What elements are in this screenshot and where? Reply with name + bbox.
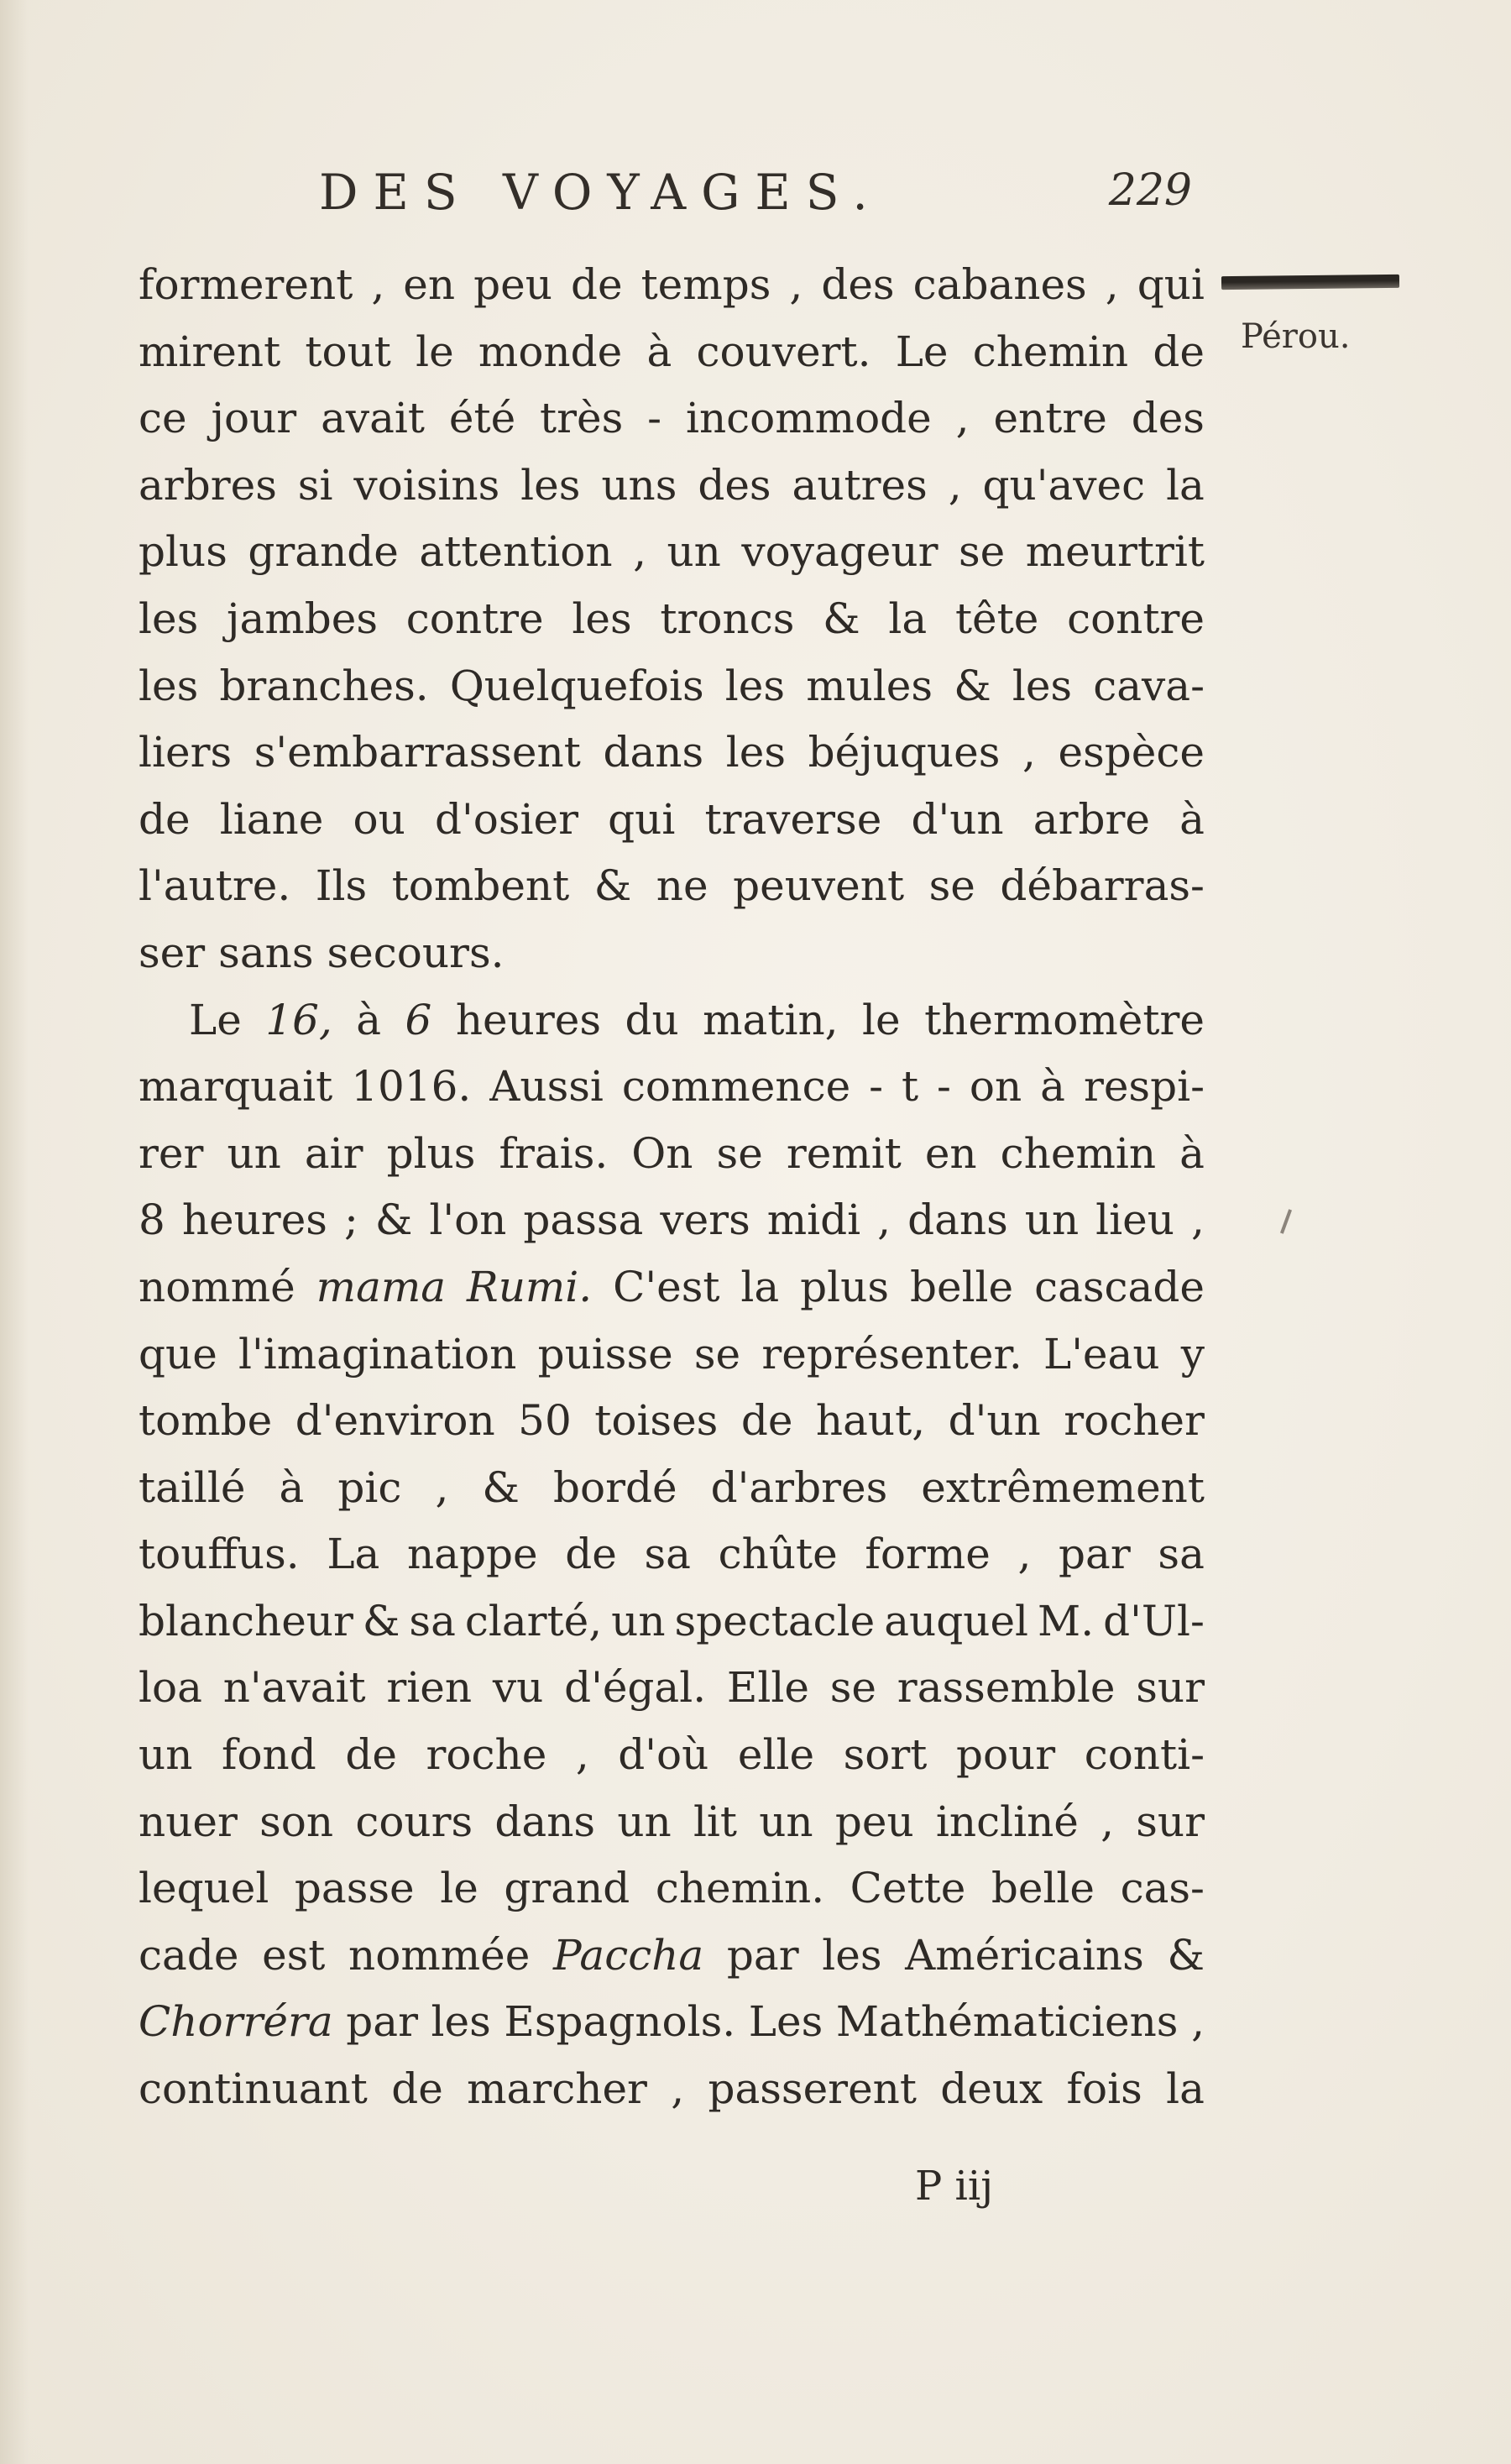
text-word: forme (865, 1530, 991, 1579)
text-word: n'avait (222, 1663, 366, 1713)
signature-mark: P iij (915, 2163, 994, 2210)
text-word: qui (1137, 260, 1205, 309)
text-line (139, 1923, 1205, 1990)
text-word: Mathématiciens (835, 1997, 1179, 2047)
text-line (139, 385, 1205, 453)
text-word: Paccha (553, 1930, 704, 1980)
text-word: 50 (518, 1396, 572, 1446)
text-word: si (297, 460, 333, 510)
text-word: ou (353, 794, 405, 844)
text-word: - (937, 1062, 951, 1112)
text-word: de (740, 1396, 793, 1446)
text-word: branches. (219, 661, 429, 710)
text-word: dans (494, 1797, 596, 1846)
text-word: y (1180, 1329, 1205, 1378)
text-word: rien (386, 1663, 473, 1713)
text-word: fois (1066, 2064, 1142, 2114)
text-word: marcher (467, 2064, 647, 2114)
text-line (139, 1187, 1205, 1254)
text-word: passe (294, 1864, 415, 1913)
text-word: sa (644, 1530, 691, 1579)
text-word: & (954, 661, 991, 710)
text-word: & (593, 861, 632, 911)
text-word: respi- (1083, 1062, 1205, 1112)
text-word: un (1024, 1195, 1080, 1245)
text-word: espèce (1058, 728, 1205, 777)
text-word: cours (355, 1797, 473, 1846)
text-word: été (448, 394, 516, 443)
text-word: chûte (718, 1530, 838, 1579)
text-word: belle (909, 1262, 1014, 1311)
running-title: DES VOYAGES. (319, 164, 883, 221)
text-word: , (1101, 1797, 1114, 1846)
page-header (319, 164, 1192, 231)
page-number: 229 (1108, 165, 1192, 216)
text-word: Chorréra (139, 1997, 333, 2047)
text-word: marquait (139, 1062, 333, 1112)
text-word: se (716, 1128, 763, 1178)
text-word: belle (991, 1864, 1095, 1913)
text-word: Espagnols. (504, 1997, 736, 2047)
text-word: contre (405, 594, 544, 643)
text-word: remit (786, 1128, 902, 1178)
text-word: Les (748, 1997, 823, 2047)
text-word: arbres (139, 460, 277, 510)
text-word: jour (211, 394, 297, 443)
text-word: la (1166, 460, 1205, 510)
text-word: , (1105, 260, 1119, 309)
text-word: plus (386, 1128, 476, 1178)
text-word: , (955, 394, 970, 443)
text-word: Ils (315, 861, 368, 911)
stray-ink-mark (1280, 1209, 1292, 1234)
text-word: tout (305, 327, 391, 376)
text-word: deux (940, 2064, 1043, 2114)
text-word: en (403, 260, 456, 309)
text-word: débarras- (1000, 861, 1205, 911)
text-word: nommé (139, 1262, 295, 1311)
text-word: , (1022, 728, 1036, 777)
text-word: qu'avec (982, 460, 1146, 510)
text-word: les (139, 661, 199, 710)
text-word: rocher (1064, 1396, 1205, 1446)
text-word: , (1190, 1195, 1205, 1245)
text-word: les (520, 460, 581, 510)
text-word: rassemble (897, 1663, 1116, 1713)
text-word: conti- (1084, 1730, 1205, 1780)
text-word: un (617, 1797, 672, 1846)
text-word: grand (504, 1864, 630, 1913)
text-line (139, 987, 1205, 1054)
text-word: mirent (139, 327, 281, 376)
text-line (139, 453, 1205, 520)
text-word: chemin (1000, 1128, 1157, 1178)
text-word: touffus. (139, 1530, 300, 1579)
text-word: d'où (618, 1730, 709, 1780)
text-line (139, 1054, 1205, 1121)
text-word: Quelquefois (449, 661, 704, 710)
text-word: On (631, 1128, 693, 1178)
text-word: La (327, 1530, 380, 1579)
text-word: cade (139, 1930, 239, 1980)
text-word: tombent (391, 861, 570, 911)
text-word: liers (139, 728, 233, 777)
text-word: cascade (1034, 1262, 1205, 1311)
text-word: les (572, 594, 632, 643)
text-word: des (821, 260, 895, 309)
text-word: se (829, 1663, 877, 1713)
text-word: Cette (850, 1864, 966, 1913)
text-word: entre (993, 394, 1107, 443)
text-word: monde (478, 327, 623, 376)
text-word: auquel (884, 1596, 1029, 1645)
text-word: blancheur (139, 1596, 353, 1645)
text-word: vers (660, 1195, 750, 1245)
text-word: attention (419, 527, 613, 577)
text-word: voisins (353, 460, 500, 510)
text-word: les (724, 661, 786, 710)
text-word: , (371, 260, 385, 309)
text-word: d'osier (434, 794, 578, 844)
text-word: d'un (911, 794, 1004, 844)
text-word: nommée (348, 1930, 531, 1980)
text-word: incommode (685, 394, 932, 443)
text-line (139, 319, 1205, 386)
text-word: de (391, 2064, 443, 2114)
text-word: & (1167, 1930, 1205, 1980)
text-word: sur (1136, 1797, 1205, 1846)
text-word: peu (473, 260, 552, 309)
text-word: le (440, 1864, 478, 1913)
text-word: L'eau (1043, 1329, 1160, 1378)
text-word: ser (139, 928, 206, 977)
text-word: - (647, 394, 662, 443)
text-word: temps (640, 260, 771, 309)
text-word: Américains (905, 1930, 1144, 1980)
text-word: fond (221, 1730, 316, 1780)
text-word: un (759, 1797, 813, 1846)
text-word: d'un (948, 1396, 1041, 1446)
text-line (139, 920, 1205, 987)
text-word: de (565, 1530, 617, 1579)
text-word: dans (907, 1195, 1008, 1245)
text-word: un (139, 1730, 193, 1780)
margin-note: Pérou. (1241, 317, 1351, 356)
text-word: lequel (139, 1864, 269, 1913)
text-word: les (822, 1930, 882, 1980)
text-word: de (345, 1730, 397, 1780)
text-word: l'on (429, 1195, 507, 1245)
text-word: en (924, 1128, 977, 1178)
text-word: dans (603, 728, 704, 777)
text-word: l'imagination (238, 1329, 517, 1378)
page-fold-shadow (0, 0, 29, 2464)
text-line (139, 1789, 1205, 1856)
text-line (139, 1388, 1205, 1455)
text-word: des (1131, 394, 1205, 443)
text-word: à (646, 327, 672, 376)
text-word: la (888, 594, 928, 643)
text-line (139, 719, 1205, 787)
body-text (139, 252, 1205, 2123)
text-word: 1016. (351, 1062, 472, 1112)
text-word: & (482, 1462, 520, 1512)
text-line (139, 1989, 1205, 2056)
text-line (139, 252, 1205, 319)
text-word: Aussi (489, 1062, 604, 1112)
text-word: pour (955, 1730, 1056, 1780)
text-word: chemin (972, 327, 1129, 376)
text-word: thermomètre (924, 995, 1205, 1044)
text-word: , (789, 260, 803, 309)
text-word: commence (621, 1062, 851, 1112)
text-word: grande (248, 527, 399, 577)
text-word: Le (189, 995, 242, 1044)
text-word: peuvent (733, 861, 905, 911)
text-word: Le (895, 327, 949, 376)
text-word: cas- (1120, 1864, 1205, 1913)
text-word: , (435, 1462, 449, 1512)
text-line (139, 586, 1205, 653)
text-word: tête (954, 594, 1039, 643)
text-word: que (139, 1329, 217, 1378)
text-line (139, 1855, 1205, 1923)
text-line (139, 653, 1205, 720)
text-word: est (262, 1930, 326, 1980)
text-word: secours. (327, 928, 505, 977)
text-word: couvert. (696, 327, 871, 376)
text-word: un (667, 527, 721, 577)
text-word: continuant (139, 2064, 368, 2114)
text-word: s'embarrassent (254, 728, 581, 777)
text-word: t (902, 1062, 919, 1112)
text-line (139, 1121, 1205, 1188)
text-word: Rumi. (467, 1262, 593, 1311)
text-word: heures (181, 1195, 327, 1245)
text-word: chemin. (655, 1864, 825, 1913)
text-word: taillé (139, 1462, 246, 1512)
text-word: , (671, 2064, 685, 2114)
text-word: lieu (1095, 1195, 1174, 1245)
text-word: passa (523, 1195, 644, 1245)
text-word: meurtrit (1025, 527, 1205, 577)
text-word: de (570, 260, 623, 309)
text-word: son (259, 1797, 334, 1846)
text-word: le (862, 995, 901, 1044)
text-word: les (139, 594, 199, 643)
margin-rule (1221, 275, 1399, 290)
text-word: représenter. (761, 1329, 1022, 1378)
text-word: un (227, 1128, 281, 1178)
text-word: à (356, 995, 382, 1044)
text-word: sa (409, 1596, 456, 1645)
text-word: de (139, 794, 191, 844)
text-word: avait (321, 394, 426, 443)
text-word: C'est (613, 1262, 720, 1311)
text-word: mama (316, 1262, 447, 1311)
text-word: ne (656, 861, 708, 911)
text-word: elle (737, 1730, 815, 1780)
text-word: , (948, 460, 962, 510)
text-word: bordé (552, 1462, 677, 1512)
text-word: , (877, 1195, 891, 1245)
text-word: haut, (815, 1396, 926, 1446)
text-word: liane (219, 794, 324, 844)
text-word: cava- (1093, 661, 1205, 710)
text-word: les (1012, 661, 1073, 710)
text-word: passerent (708, 2064, 917, 2114)
text-word: à (1179, 1128, 1205, 1178)
text-word: voyageur (741, 527, 938, 577)
text-line (139, 1254, 1205, 1321)
text-word: lit (693, 1797, 738, 1846)
text-word: on (969, 1062, 1022, 1112)
text-word: à (279, 1462, 305, 1512)
text-word: sa (1158, 1530, 1205, 1579)
text-word: , (633, 527, 646, 577)
text-word: plus (139, 527, 227, 577)
text-word: par (726, 1930, 799, 1980)
text-word: contre (1067, 594, 1205, 643)
text-word: béjuques (808, 728, 1001, 777)
text-word: 16, (265, 995, 332, 1044)
text-word: incliné (935, 1797, 1079, 1846)
text-word: , (1191, 1997, 1205, 2047)
text-word: nappe (406, 1530, 538, 1579)
text-word: spectacle (674, 1596, 876, 1645)
text-word: par (346, 1997, 418, 2047)
text-word: uns (601, 460, 677, 510)
text-word: heures (455, 995, 601, 1044)
text-word: formerent (139, 260, 353, 309)
text-word: d'arbres (710, 1462, 888, 1512)
text-word: Elle (726, 1663, 809, 1713)
text-word: , (575, 1730, 589, 1780)
text-line (139, 1722, 1205, 1789)
text-word: sort (843, 1730, 928, 1780)
text-word: loa (139, 1663, 202, 1713)
text-word: frais. (499, 1128, 609, 1178)
text-line (139, 1321, 1205, 1389)
text-word: les (725, 728, 786, 777)
text-word: pic (337, 1462, 402, 1512)
text-word: rer (139, 1128, 204, 1178)
text-word: sur (1136, 1663, 1205, 1713)
text-word: troncs (660, 594, 795, 643)
text-word: midi (766, 1195, 861, 1245)
text-word: très (540, 394, 624, 443)
text-word: d'égal. (564, 1663, 707, 1713)
text-word: se (928, 861, 975, 911)
text-word: l'autre. (139, 861, 291, 911)
text-word: tombe (139, 1396, 273, 1446)
text-word: plus (800, 1262, 890, 1311)
text-word: autres (792, 460, 928, 510)
text-line (139, 787, 1205, 854)
text-word: arbre (1033, 794, 1150, 844)
text-word: à (1179, 794, 1205, 844)
text-word: matin, (703, 995, 839, 1044)
text-word: , (1017, 1530, 1032, 1579)
text-word: peu (834, 1797, 914, 1846)
text-word: toises (594, 1396, 719, 1446)
text-word: & (374, 1195, 413, 1245)
text-word: 6 (405, 995, 432, 1044)
text-word: ce (139, 394, 187, 443)
text-word: de (1153, 327, 1205, 376)
text-word: sans (218, 928, 314, 977)
text-word: à (1040, 1062, 1065, 1112)
text-word: vu (492, 1663, 544, 1713)
text-line (139, 519, 1205, 586)
text-word: jambes (227, 594, 378, 643)
text-word: traverse (704, 794, 882, 844)
text-word: air (304, 1128, 363, 1178)
text-word: la (740, 1262, 780, 1311)
text-line (139, 1455, 1205, 1522)
text-word: & (362, 1596, 400, 1645)
text-word: se (693, 1329, 741, 1378)
text-word: - (869, 1062, 884, 1112)
text-word: & (823, 594, 860, 643)
text-word: M. (1038, 1596, 1095, 1645)
text-word: roche (426, 1730, 547, 1780)
text-word: des (698, 460, 771, 510)
text-line (139, 1521, 1205, 1588)
text-word: du (625, 995, 679, 1044)
text-word: nuer (139, 1797, 238, 1846)
text-word: clarté, (464, 1596, 603, 1645)
text-word: 8 (139, 1195, 165, 1245)
text-word: puisse (537, 1329, 673, 1378)
text-word: un (611, 1596, 666, 1645)
text-word: extrêmement (921, 1462, 1205, 1512)
text-word: se (959, 527, 1006, 577)
text-line (139, 1655, 1205, 1722)
text-line (139, 2056, 1205, 2123)
text-line (139, 1588, 1205, 1656)
text-line (139, 853, 1205, 920)
text-word: d'environ (295, 1396, 495, 1446)
text-word: par (1059, 1530, 1131, 1579)
text-word: ; (343, 1195, 358, 1245)
text-word: mules (806, 661, 933, 710)
text-word: cabanes (912, 260, 1087, 309)
text-word: les (431, 1997, 491, 2047)
text-word: qui (608, 794, 676, 844)
text-word: le (416, 327, 454, 376)
text-word: d'Ul- (1103, 1596, 1205, 1645)
text-word: la (1166, 2064, 1205, 2114)
